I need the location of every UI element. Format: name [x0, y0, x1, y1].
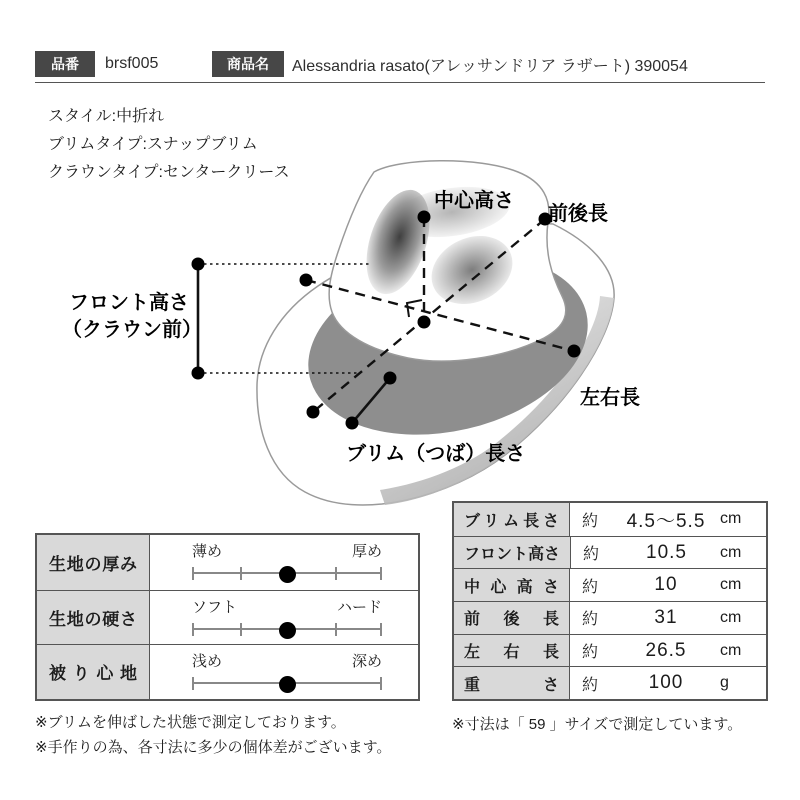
rating-max-label: ハード [336, 598, 382, 616]
measurement-unit: cm [720, 510, 742, 528]
measurement-value: 100 [648, 672, 684, 694]
measurement-row [454, 503, 766, 536]
rating-slider-dot [279, 566, 296, 583]
measurement-approx: 約 [583, 546, 600, 564]
measurement-unit: g [720, 674, 729, 692]
measurement-approx: 約 [582, 644, 599, 662]
measurement-value: 4.5～5.5 [626, 510, 706, 532]
rating-row-hardness [37, 590, 418, 645]
rating-max-label: 深め [351, 653, 382, 670]
measurement-label: 前後長 [464, 611, 559, 629]
fabric-ratings-table [35, 533, 420, 701]
label-brim-length: ブリム（つば）長さ [346, 443, 526, 465]
measurement-unit: cm [720, 608, 742, 626]
note-handmade: ※手作りの為、各寸法に多少の個体差がございます。 [35, 739, 392, 756]
spec-style: スタイル:中折れ [48, 108, 165, 125]
measurement-row [454, 601, 766, 634]
label-front-height-line1: フロント高さ [69, 292, 189, 314]
spec-brim-type: ブリムタイプ:スナップブリム [48, 136, 258, 153]
measurement-row [454, 634, 766, 667]
label-front-back-length: 前後長 [548, 203, 608, 225]
note-size: ※寸法は「 59 」サイズで測定しています。 [452, 716, 743, 733]
measurement-unit: cm [720, 543, 742, 561]
measurement-approx: 約 [582, 676, 599, 694]
note-brim: ※ブリムを伸ばした状態で測定しております。 [35, 714, 346, 731]
measurement-unit: cm [720, 641, 742, 659]
measurement-row [454, 536, 766, 569]
measurement-approx: 約 [582, 512, 599, 530]
measurement-row [454, 568, 766, 601]
notes-left [35, 710, 391, 760]
measurement-value: 10.5 [646, 541, 687, 563]
measurement-label: 中心高さ [464, 578, 559, 596]
measurement-row [454, 666, 766, 699]
measurement-value: 26.5 [645, 639, 687, 661]
rating-min-label: ソフト [192, 598, 238, 616]
spec-crown-type: クラウンタイプ:センタークリース [48, 164, 290, 181]
measurements-table [452, 501, 768, 701]
item-number-value: brsf005 [105, 55, 159, 72]
header [35, 50, 765, 78]
rating-row-fit [37, 644, 418, 699]
label-front-height [62, 290, 202, 344]
product-name-tag: 商品名 [212, 51, 284, 77]
header-divider [35, 82, 765, 83]
measurement-value: 31 [654, 606, 678, 628]
label-front-height-line2: （クラウン前） [62, 319, 202, 341]
measurement-label: 左右長 [464, 644, 559, 662]
rating-row-thickness [37, 535, 418, 590]
measurement-approx: 約 [582, 578, 599, 596]
measurement-label: 重さ [464, 676, 559, 694]
item-number-tag: 品番 [35, 51, 95, 77]
measurement-approx: 約 [582, 611, 599, 629]
measurement-value: 10 [654, 574, 678, 596]
label-center-height: 中心高さ [434, 190, 514, 212]
rating-max-label: 厚め [351, 543, 382, 560]
measurement-label: フロント高さ [464, 546, 561, 564]
measurement-unit: cm [720, 576, 742, 594]
rating-slider-track [192, 682, 382, 684]
rating-label: 生地の厚み [49, 554, 137, 574]
rating-slider-dot [279, 676, 296, 693]
rating-slider-track [192, 628, 382, 630]
rating-slider-dot [279, 622, 296, 639]
product-name-value: Alessandria rasato(アレッサンドリア ラザート) 390054 [292, 57, 688, 75]
rating-label: 被り心地 [49, 664, 137, 684]
rating-min-label: 薄め [192, 543, 223, 560]
rating-label: 生地の硬さ [49, 609, 137, 629]
rating-min-label: 浅め [192, 653, 223, 670]
label-left-right-length: 左右長 [580, 387, 640, 409]
measurement-label: ブリム長さ [464, 512, 559, 530]
rating-slider-track [192, 572, 382, 574]
